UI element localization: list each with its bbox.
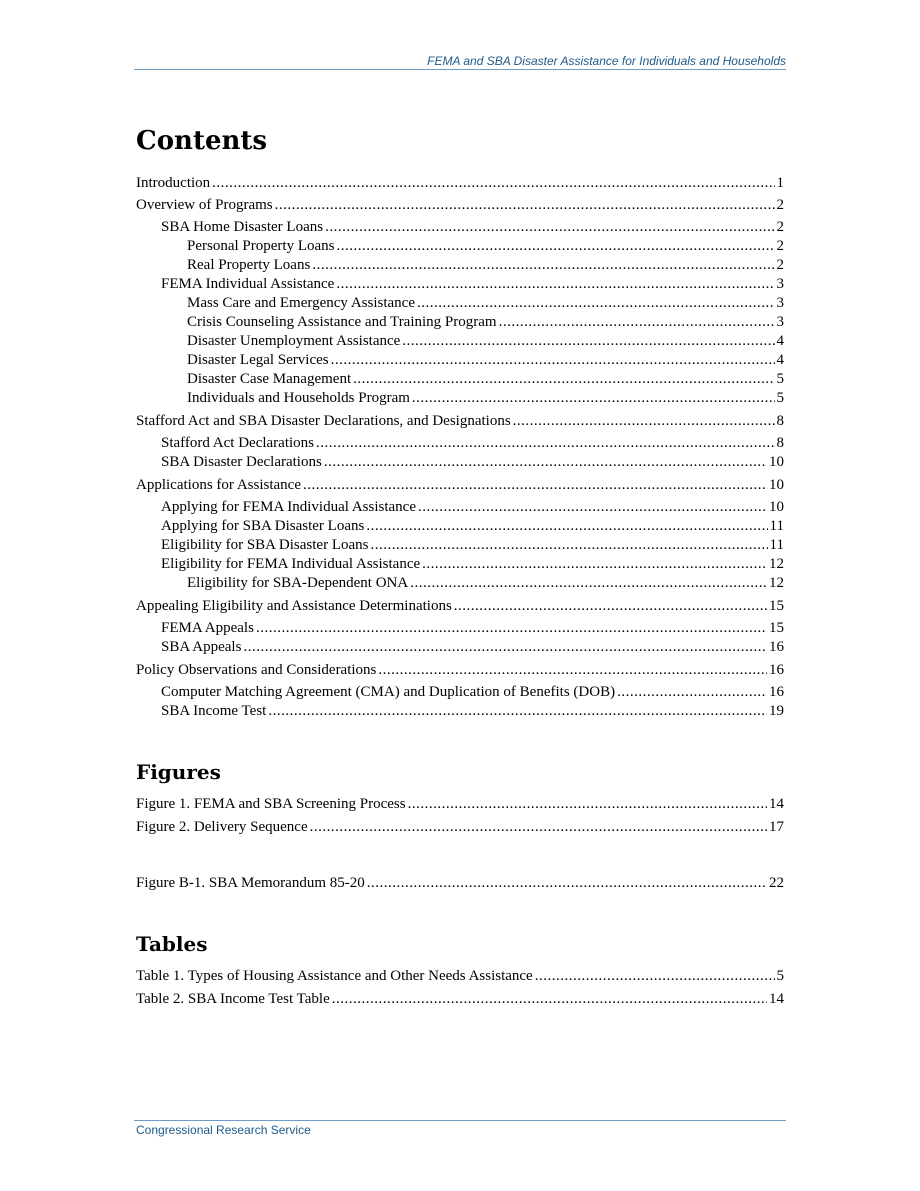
- toc-entry-stafford-act-sba-declarations[interactable]: Stafford Act and SBA Disaster Declarations, and Designations ..... 8: [136, 412, 784, 431]
- toc-entry-disaster-legal-services[interactable]: Disaster Legal Services ..... 4: [136, 351, 784, 370]
- toc-entry-sba-appeals[interactable]: SBA Appeals ..... 16: [136, 638, 784, 657]
- toc-entry-disaster-case-management[interactable]: Disaster Case Management ..... 5: [136, 370, 784, 389]
- figures-title: Figures: [136, 760, 221, 784]
- leader-dots: [332, 990, 767, 1009]
- leader-dots: [336, 237, 774, 256]
- toc-entry-crisis-counseling[interactable]: Crisis Counseling Assistance and Training Program ..... 3: [136, 313, 784, 332]
- toc-entry-personal-property-loans[interactable]: Personal Property Loans ..... 2: [136, 237, 784, 256]
- leader-dots: [303, 476, 767, 495]
- leader-dots: [243, 638, 767, 657]
- toc-entry-eligibility-sba-loans[interactable]: Eligibility for SBA Disaster Loans ..... 11: [136, 536, 784, 555]
- leader-dots: [256, 619, 767, 638]
- leader-dots: [324, 453, 767, 472]
- footer-rule: [134, 1120, 786, 1121]
- leader-dots: [371, 536, 768, 555]
- leader-dots: [535, 967, 775, 986]
- tables-title: Tables: [136, 932, 208, 956]
- leader-dots: [412, 389, 775, 408]
- toc-entry-sba-income-test[interactable]: SBA Income Test ..... 19: [136, 702, 784, 721]
- toc-entry-sba-home-disaster-loans[interactable]: SBA Home Disaster Loans ..... 2: [136, 218, 784, 237]
- toc-entry-sba-disaster-declarations[interactable]: SBA Disaster Declarations ..... 10: [136, 453, 784, 472]
- toc-entry-eligibility-fema-ia[interactable]: Eligibility for FEMA Individual Assistance ..... 12: [136, 555, 784, 574]
- leader-dots: [336, 275, 774, 294]
- leader-dots: [418, 498, 767, 517]
- toc-entry-mass-care[interactable]: Mass Care and Emergency Assistance ..... 3: [136, 294, 784, 313]
- toc-entry-applying-fema-ia[interactable]: Applying for FEMA Individual Assistance ..... 10: [136, 498, 784, 517]
- leader-dots: [268, 702, 767, 721]
- leader-dots: [331, 351, 775, 370]
- leader-dots: [417, 294, 775, 313]
- toc-entry-applying-sba-loans[interactable]: Applying for SBA Disaster Loans ..... 11: [136, 517, 784, 536]
- table-entry-1[interactable]: Table 1. Types of Housing Assistance and Other Needs Assistance ..... 5: [136, 967, 784, 986]
- footer-source: Congressional Research Service: [136, 1123, 311, 1137]
- running-header: FEMA and SBA Disaster Assistance for Individuals and Households: [427, 54, 786, 68]
- figure-entry-b1[interactable]: Figure B-1. SBA Memorandum 85-20 ..... 22: [136, 874, 784, 893]
- leader-dots: [212, 174, 774, 193]
- toc-entry-computer-matching-agreement[interactable]: Computer Matching Agreement (CMA) and Duplication of Benefits (DOB) ..... 16: [136, 683, 784, 702]
- leader-dots: [454, 597, 767, 616]
- leader-dots: [353, 370, 774, 389]
- toc-entry-fema-appeals[interactable]: FEMA Appeals ..... 15: [136, 619, 784, 638]
- leader-dots: [366, 517, 767, 536]
- leader-dots: [325, 218, 774, 237]
- toc-entry-real-property-loans[interactable]: Real Property Loans ..... 2: [136, 256, 784, 275]
- toc-entry-policy-observations[interactable]: Policy Observations and Considerations ..... 16: [136, 661, 784, 680]
- leader-dots: [312, 256, 774, 275]
- figure-entry-1[interactable]: Figure 1. FEMA and SBA Screening Process ..... 14: [136, 795, 784, 814]
- toc-entry-appealing-eligibility[interactable]: Appealing Eligibility and Assistance Determinations ..... 15: [136, 597, 784, 616]
- leader-dots: [378, 661, 767, 680]
- leader-dots: [275, 196, 775, 215]
- leader-dots: [408, 795, 767, 814]
- header-rule: [134, 69, 786, 70]
- toc-entry-applications-for-assistance[interactable]: Applications for Assistance ..... 10: [136, 476, 784, 495]
- leader-dots: [499, 313, 775, 332]
- toc-entry-stafford-act-declarations[interactable]: Stafford Act Declarations ..... 8: [136, 434, 784, 453]
- figure-entry-2[interactable]: Figure 2. Delivery Sequence ..... 17: [136, 818, 784, 837]
- toc-entry-eligibility-sba-dependent-ona[interactable]: Eligibility for SBA-Dependent ONA ..... 12: [136, 574, 784, 593]
- toc-entry-overview-of-programs[interactable]: Overview of Programs ..... 2: [136, 196, 784, 215]
- leader-dots: [316, 434, 774, 453]
- toc-entry-individuals-households-program[interactable]: Individuals and Households Program ..... 5: [136, 389, 784, 408]
- leader-dots: [513, 412, 775, 431]
- toc-entry-disaster-unemployment[interactable]: Disaster Unemployment Assistance ..... 4: [136, 332, 784, 351]
- toc-entry-introduction[interactable]: Introduction ..... 1: [136, 174, 784, 193]
- leader-dots: [422, 555, 767, 574]
- leader-dots: [310, 818, 767, 837]
- leader-dots: [367, 874, 767, 893]
- contents-title: Contents: [136, 126, 268, 156]
- table-entry-2[interactable]: Table 2. SBA Income Test Table ..... 14: [136, 990, 784, 1009]
- leader-dots: [402, 332, 774, 351]
- leader-dots: [617, 683, 767, 702]
- leader-dots: [410, 574, 767, 593]
- toc-entry-fema-individual-assistance[interactable]: FEMA Individual Assistance ..... 3: [136, 275, 784, 294]
